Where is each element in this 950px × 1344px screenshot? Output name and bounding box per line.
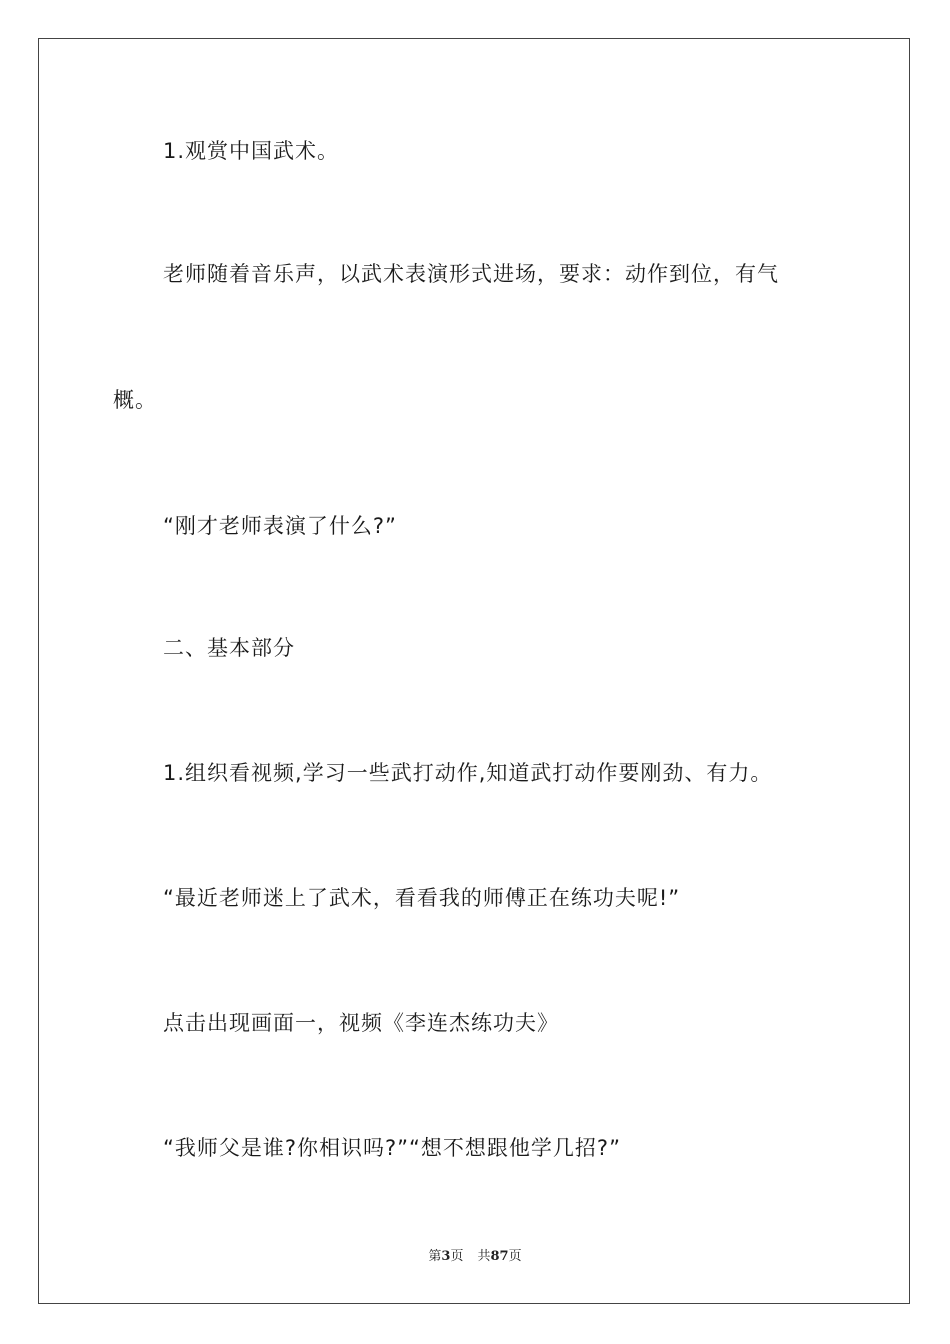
footer-total-prefix: 共 (477, 1249, 491, 1264)
footer-total-pages: 87 (490, 1249, 509, 1264)
footer-page-prefix: 第 (428, 1249, 442, 1264)
paragraph-click-video: 点击出现画面一，视频《李连杰练功夫》 (163, 1011, 559, 1035)
paragraph-quote-master: “最近老师迷上了武术，看看我的师傅正在练功夫呢!” (163, 886, 681, 910)
paragraph-question-1: “刚才老师表演了什么?” (163, 514, 397, 538)
section-heading-basic: 二、基本部分 (163, 636, 295, 660)
paragraph-heading-1: 1.观赏中国武术。 (163, 139, 340, 163)
paragraph-heading-video: 1.组织看视频,学习一些武打动作,知道武打动作要刚劲、有力。 (163, 761, 773, 785)
page-footer (0, 1248, 950, 1266)
page-border (38, 38, 910, 1304)
footer-page-number: 3 (441, 1249, 451, 1264)
paragraph-question-2: “我师父是谁?你相识吗?”“想不想跟他学几招?” (163, 1136, 621, 1160)
footer-total-suffix: 页 (508, 1249, 522, 1264)
paragraph-teacher-entrance: 老师随着音乐声，以武术表演形式进场，要求：动作到位，有气 (163, 262, 779, 286)
footer-page-suffix: 页 (450, 1249, 464, 1264)
paragraph-teacher-entrance-continued: 概。 (113, 388, 157, 412)
